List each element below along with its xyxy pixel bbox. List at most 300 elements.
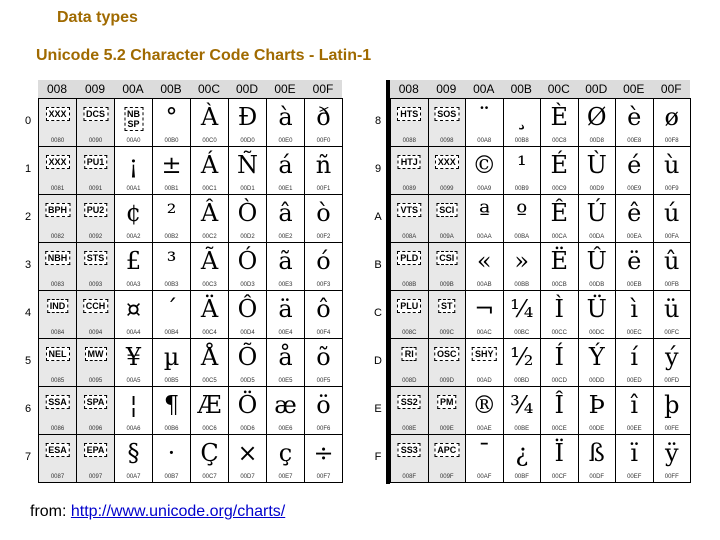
char-glyph: · bbox=[167, 439, 176, 467]
char-cell bbox=[267, 243, 305, 291]
char-glyph: Ó bbox=[237, 247, 258, 275]
char-cell bbox=[616, 243, 654, 291]
code-point: 00B5 bbox=[164, 378, 179, 384]
char-cell bbox=[39, 291, 77, 339]
code-point: 00F0 bbox=[316, 138, 331, 144]
char-glyph: Ø bbox=[586, 103, 607, 131]
char-glyph: È bbox=[550, 103, 569, 131]
code-point: 00E0 bbox=[278, 138, 293, 144]
char-cell bbox=[229, 195, 267, 243]
char-glyph: À bbox=[200, 103, 219, 131]
code-point: 00E4 bbox=[278, 330, 293, 336]
char-glyph: Ð bbox=[237, 103, 258, 131]
char-glyph: Ù bbox=[586, 151, 607, 179]
char-glyph: × bbox=[237, 439, 258, 467]
control-char-label: NB SP bbox=[124, 107, 143, 131]
code-point: 00A2 bbox=[126, 234, 141, 240]
char-glyph: Ç bbox=[200, 439, 219, 467]
code-point: 00F8 bbox=[664, 138, 679, 144]
code-point: 00D1 bbox=[240, 186, 255, 192]
char-glyph: Î bbox=[554, 391, 564, 419]
control-char-label: SOS bbox=[434, 107, 459, 121]
char-cell bbox=[466, 147, 504, 195]
control-char-label: ST bbox=[438, 299, 456, 313]
code-point: 00CE bbox=[551, 426, 567, 432]
char-cell bbox=[77, 387, 115, 435]
char-cell bbox=[267, 387, 305, 435]
char-cell bbox=[153, 339, 191, 387]
control-char-label: PLU bbox=[397, 299, 421, 313]
char-glyph: Û bbox=[586, 247, 607, 275]
char-glyph: ± bbox=[161, 151, 182, 179]
char-glyph: É bbox=[550, 151, 569, 179]
char-cell bbox=[466, 195, 504, 243]
column-header: 00A bbox=[465, 80, 503, 99]
code-point: 00F3 bbox=[316, 282, 331, 288]
code-point: 009E bbox=[439, 426, 454, 432]
row-label: 3 bbox=[24, 259, 32, 271]
code-point: 0093 bbox=[88, 282, 103, 288]
char-glyph: ³ bbox=[166, 247, 177, 275]
char-cell bbox=[77, 435, 115, 483]
row-label: 1 bbox=[24, 163, 32, 175]
char-cell bbox=[654, 339, 692, 387]
char-glyph: ¦ bbox=[129, 391, 138, 419]
code-point: 0080 bbox=[50, 138, 65, 144]
code-point: 00EA bbox=[626, 234, 642, 240]
char-cell bbox=[39, 99, 77, 147]
control-char-label: SS2 bbox=[398, 395, 421, 409]
char-glyph: ¼ bbox=[510, 295, 534, 323]
char-cell bbox=[579, 291, 617, 339]
char-glyph: í bbox=[630, 343, 639, 371]
column-header: 00D bbox=[228, 80, 266, 99]
code-point: 009A bbox=[439, 234, 454, 240]
char-glyph: Ê bbox=[550, 199, 569, 227]
code-point: 00DC bbox=[589, 330, 605, 336]
code-point: 00D3 bbox=[240, 282, 255, 288]
column-header: 00D bbox=[578, 80, 616, 99]
char-glyph: ¯ bbox=[478, 439, 491, 467]
char-cell bbox=[391, 339, 429, 387]
char-cell bbox=[504, 147, 542, 195]
char-cell bbox=[616, 387, 654, 435]
char-cell bbox=[229, 243, 267, 291]
char-cell bbox=[305, 147, 343, 195]
char-cell bbox=[504, 339, 542, 387]
control-char-label: MW bbox=[85, 347, 107, 361]
char-glyph: Þ bbox=[588, 391, 605, 419]
column-header: 00B bbox=[152, 80, 190, 99]
char-cell bbox=[579, 435, 617, 483]
char-cell bbox=[654, 195, 692, 243]
code-point: 009C bbox=[439, 330, 454, 336]
char-cell bbox=[115, 387, 153, 435]
code-point: 00D9 bbox=[589, 186, 604, 192]
code-point: 00E1 bbox=[278, 186, 293, 192]
char-glyph: ú bbox=[664, 199, 680, 227]
char-cell bbox=[39, 339, 77, 387]
char-cell bbox=[541, 147, 579, 195]
char-cell bbox=[616, 147, 654, 195]
column-header: 00E bbox=[266, 80, 304, 99]
code-point: 0096 bbox=[88, 426, 103, 432]
control-char-label: CCH bbox=[83, 299, 109, 313]
control-char-label: NBH bbox=[45, 251, 71, 265]
char-cell bbox=[191, 243, 229, 291]
code-point: 00FE bbox=[664, 426, 679, 432]
control-char-label: BPH bbox=[45, 203, 70, 217]
source-prefix: from: bbox=[30, 503, 71, 520]
control-char-label: VTS bbox=[397, 203, 421, 217]
code-point: 00AB bbox=[476, 282, 492, 288]
control-char-label: SS3 bbox=[398, 443, 421, 457]
code-point: 00FF bbox=[664, 474, 679, 480]
code-point: 00DD bbox=[589, 378, 605, 384]
char-glyph: Á bbox=[200, 151, 219, 179]
code-point: 00D6 bbox=[240, 426, 255, 432]
char-glyph: ¬ bbox=[474, 295, 495, 323]
code-point: 00EE bbox=[626, 426, 642, 432]
code-point: 00E7 bbox=[278, 474, 293, 480]
char-cell bbox=[466, 291, 504, 339]
code-point: 00C5 bbox=[202, 378, 217, 384]
char-glyph: § bbox=[127, 439, 140, 467]
char-cell bbox=[39, 195, 77, 243]
char-cell bbox=[267, 195, 305, 243]
row-label: 2 bbox=[24, 211, 32, 223]
code-point: 00D2 bbox=[240, 234, 255, 240]
code-point: 00B4 bbox=[164, 330, 179, 336]
char-cell bbox=[654, 291, 692, 339]
code-point: 0087 bbox=[50, 474, 65, 480]
code-point: 00F9 bbox=[664, 186, 679, 192]
char-cell bbox=[541, 291, 579, 339]
char-cell bbox=[391, 387, 429, 435]
char-glyph: Ã bbox=[200, 247, 219, 275]
char-cell bbox=[229, 99, 267, 147]
code-point: 00A1 bbox=[126, 186, 141, 192]
char-cell bbox=[77, 147, 115, 195]
char-cell bbox=[229, 339, 267, 387]
code-point: 00D0 bbox=[240, 138, 255, 144]
code-point: 00F2 bbox=[316, 234, 331, 240]
code-point: 00FB bbox=[664, 282, 679, 288]
code-point: 00EF bbox=[627, 474, 642, 480]
char-cell bbox=[429, 243, 467, 291]
char-cell bbox=[504, 291, 542, 339]
char-glyph: © bbox=[472, 151, 497, 179]
char-cell bbox=[541, 99, 579, 147]
char-glyph: à bbox=[278, 103, 293, 131]
char-cell bbox=[39, 387, 77, 435]
control-char-label: XXX bbox=[435, 155, 459, 169]
control-char-label: XXX bbox=[45, 107, 69, 121]
char-glyph: º bbox=[516, 199, 528, 227]
char-cell bbox=[541, 339, 579, 387]
page-subtitle: Unicode 5.2 Character Code Charts - Latin-1 bbox=[36, 47, 372, 64]
code-chart-right bbox=[370, 80, 693, 484]
char-glyph: Ú bbox=[586, 199, 607, 227]
column-header: 00C bbox=[540, 80, 578, 99]
control-char-label: HTJ bbox=[398, 155, 421, 169]
control-char-label: EPA bbox=[84, 443, 108, 457]
char-glyph: ì bbox=[630, 295, 639, 323]
char-cell bbox=[305, 339, 343, 387]
code-point: 0090 bbox=[88, 138, 103, 144]
code-point: 00AA bbox=[476, 234, 492, 240]
char-cell bbox=[654, 387, 692, 435]
code-point: 0094 bbox=[88, 330, 103, 336]
column-header: 00E bbox=[615, 80, 653, 99]
char-cell bbox=[39, 147, 77, 195]
char-glyph: Ñ bbox=[237, 151, 258, 179]
code-point: 00BF bbox=[514, 474, 529, 480]
code-point: 008F bbox=[402, 474, 417, 480]
char-cell bbox=[115, 291, 153, 339]
char-cell bbox=[153, 195, 191, 243]
code-point: 00E2 bbox=[278, 234, 293, 240]
char-glyph: ½ bbox=[510, 343, 534, 371]
char-cell bbox=[267, 147, 305, 195]
char-cell bbox=[191, 339, 229, 387]
char-glyph: ü bbox=[664, 295, 680, 323]
control-char-label: SPA bbox=[84, 395, 108, 409]
char-cell bbox=[504, 195, 542, 243]
column-header: 009 bbox=[428, 80, 466, 99]
code-point: 00CF bbox=[551, 474, 567, 480]
code-point: 00D7 bbox=[240, 474, 255, 480]
char-cell bbox=[429, 387, 467, 435]
char-glyph: Æ bbox=[197, 391, 222, 419]
char-glyph: ¾ bbox=[510, 391, 534, 419]
code-point: 00A3 bbox=[126, 282, 141, 288]
char-cell bbox=[229, 387, 267, 435]
code-point: 00C8 bbox=[552, 138, 567, 144]
char-glyph: û bbox=[664, 247, 680, 275]
code-point: 00A4 bbox=[126, 330, 141, 336]
code-point: 008D bbox=[402, 378, 417, 384]
char-cell bbox=[191, 99, 229, 147]
char-glyph: ó bbox=[316, 247, 331, 275]
char-glyph: ý bbox=[664, 343, 679, 371]
char-glyph: ´ bbox=[165, 295, 178, 323]
char-cell bbox=[466, 435, 504, 483]
code-point: 0099 bbox=[440, 186, 454, 192]
char-cell bbox=[429, 147, 467, 195]
source-link[interactable]: http://www.unicode.org/charts/ bbox=[70, 503, 286, 520]
char-glyph: ë bbox=[627, 247, 642, 275]
code-point: 0089 bbox=[402, 186, 416, 192]
char-cell bbox=[267, 435, 305, 483]
char-cell bbox=[579, 147, 617, 195]
char-glyph: Å bbox=[200, 343, 219, 371]
column-header: 009 bbox=[76, 80, 114, 99]
chart-frame-border bbox=[386, 80, 390, 484]
control-char-label: SCI bbox=[436, 203, 457, 217]
char-glyph: ¤ bbox=[125, 295, 142, 323]
char-cell bbox=[541, 243, 579, 291]
code-point: 00C2 bbox=[202, 234, 217, 240]
code-point: 00DE bbox=[589, 426, 605, 432]
control-char-label: STS bbox=[84, 251, 108, 265]
code-point: 0092 bbox=[88, 234, 103, 240]
char-cell bbox=[305, 99, 343, 147]
char-cell bbox=[579, 339, 617, 387]
char-glyph: ¹ bbox=[516, 151, 527, 179]
code-point: 00C9 bbox=[552, 186, 567, 192]
char-cell bbox=[504, 243, 542, 291]
code-point: 00A7 bbox=[126, 474, 141, 480]
char-glyph: ° bbox=[165, 103, 178, 131]
row-label: 5 bbox=[24, 355, 32, 367]
control-char-label: RI bbox=[402, 347, 417, 361]
char-glyph: µ bbox=[163, 343, 180, 371]
char-cell bbox=[391, 99, 429, 147]
char-cell bbox=[77, 195, 115, 243]
column-header: 008 bbox=[38, 80, 76, 99]
code-point: 00F7 bbox=[316, 474, 331, 480]
char-glyph: ÷ bbox=[313, 439, 334, 467]
code-point: 00C3 bbox=[202, 282, 217, 288]
code-point: 00E5 bbox=[278, 378, 293, 384]
char-glyph: « bbox=[476, 247, 492, 275]
char-cell bbox=[77, 99, 115, 147]
source-note bbox=[30, 503, 285, 521]
char-cell bbox=[305, 195, 343, 243]
char-cell bbox=[579, 195, 617, 243]
char-cell bbox=[391, 195, 429, 243]
char-cell bbox=[429, 195, 467, 243]
code-point: 00B0 bbox=[164, 138, 179, 144]
control-char-label: IND bbox=[47, 299, 69, 313]
code-point: 00C6 bbox=[202, 426, 217, 432]
code-point: 00AF bbox=[477, 474, 492, 480]
char-glyph: Ì bbox=[554, 295, 564, 323]
char-cell bbox=[115, 339, 153, 387]
code-point: 00F1 bbox=[316, 186, 331, 192]
control-char-label: HTS bbox=[397, 107, 421, 121]
code-point: 00B7 bbox=[164, 474, 179, 480]
char-cell bbox=[504, 99, 542, 147]
code-point: 00C4 bbox=[202, 330, 217, 336]
char-cell bbox=[616, 435, 654, 483]
char-glyph: Â bbox=[200, 199, 219, 227]
code-point: 00BB bbox=[514, 282, 530, 288]
char-glyph: Ä bbox=[200, 295, 219, 323]
code-point: 0083 bbox=[50, 282, 65, 288]
char-cell bbox=[429, 339, 467, 387]
code-chart-left bbox=[0, 80, 345, 484]
char-cell bbox=[305, 243, 343, 291]
char-cell bbox=[305, 387, 343, 435]
code-point: 00D8 bbox=[589, 138, 604, 144]
code-point: 00E8 bbox=[627, 138, 642, 144]
code-point: 00CC bbox=[551, 330, 567, 336]
column-header: 008 bbox=[390, 80, 428, 99]
char-cell bbox=[391, 243, 429, 291]
char-cell bbox=[429, 291, 467, 339]
char-glyph: î bbox=[630, 391, 639, 419]
row-label: 4 bbox=[24, 307, 32, 319]
code-point: 0084 bbox=[50, 330, 65, 336]
code-point: 0082 bbox=[50, 234, 65, 240]
char-glyph: æ bbox=[274, 391, 297, 419]
code-point: 00DB bbox=[589, 282, 605, 288]
code-point: 009F bbox=[439, 474, 454, 480]
char-cell bbox=[153, 291, 191, 339]
code-point: 00CA bbox=[551, 234, 567, 240]
char-cell bbox=[654, 147, 692, 195]
code-point: 00AE bbox=[476, 426, 492, 432]
char-glyph: ¿ bbox=[515, 439, 529, 467]
code-point: 009D bbox=[439, 378, 454, 384]
char-cell bbox=[153, 435, 191, 483]
char-glyph: ç bbox=[278, 439, 293, 467]
char-cell bbox=[153, 99, 191, 147]
char-cell bbox=[39, 435, 77, 483]
control-char-label: SHY bbox=[472, 347, 497, 361]
char-cell bbox=[39, 243, 77, 291]
char-cell bbox=[305, 435, 343, 483]
char-glyph: ä bbox=[278, 295, 293, 323]
char-glyph: ÿ bbox=[664, 439, 679, 467]
code-point: 0086 bbox=[50, 426, 65, 432]
char-cell bbox=[229, 435, 267, 483]
char-glyph: Õ bbox=[237, 343, 258, 371]
control-char-label: NEL bbox=[46, 347, 70, 361]
char-glyph: ê bbox=[627, 199, 642, 227]
char-glyph: ® bbox=[472, 391, 497, 419]
char-cell bbox=[77, 339, 115, 387]
char-glyph: ¢ bbox=[125, 199, 142, 227]
char-glyph: ò bbox=[316, 199, 331, 227]
char-cell bbox=[504, 387, 542, 435]
code-point: 0097 bbox=[88, 474, 103, 480]
char-cell bbox=[191, 147, 229, 195]
row-label: 9 bbox=[374, 163, 382, 175]
char-glyph: ã bbox=[278, 247, 293, 275]
char-cell bbox=[466, 99, 504, 147]
code-point: 00CB bbox=[551, 282, 567, 288]
code-point: 00A6 bbox=[126, 426, 141, 432]
code-point: 00B3 bbox=[164, 282, 179, 288]
code-point: 00B6 bbox=[164, 426, 179, 432]
column-header: 00B bbox=[503, 80, 541, 99]
char-cell bbox=[579, 243, 617, 291]
code-point: 00DF bbox=[589, 474, 605, 480]
char-cell bbox=[77, 291, 115, 339]
char-cell bbox=[466, 339, 504, 387]
char-glyph: ø bbox=[664, 103, 679, 131]
char-cell bbox=[115, 99, 153, 147]
char-cell bbox=[77, 243, 115, 291]
control-char-label: PU2 bbox=[84, 203, 108, 217]
char-cell bbox=[191, 387, 229, 435]
char-cell bbox=[191, 435, 229, 483]
char-glyph: ô bbox=[316, 295, 331, 323]
char-glyph: Ý bbox=[588, 343, 605, 371]
char-cell bbox=[267, 339, 305, 387]
code-point: 00C0 bbox=[202, 138, 217, 144]
char-cell bbox=[616, 195, 654, 243]
control-char-label: OSC bbox=[434, 347, 460, 361]
char-glyph: è bbox=[627, 103, 642, 131]
control-char-label: XXX bbox=[45, 155, 69, 169]
char-cell bbox=[616, 291, 654, 339]
code-point: 00F5 bbox=[316, 378, 331, 384]
code-point: 0095 bbox=[88, 378, 103, 384]
